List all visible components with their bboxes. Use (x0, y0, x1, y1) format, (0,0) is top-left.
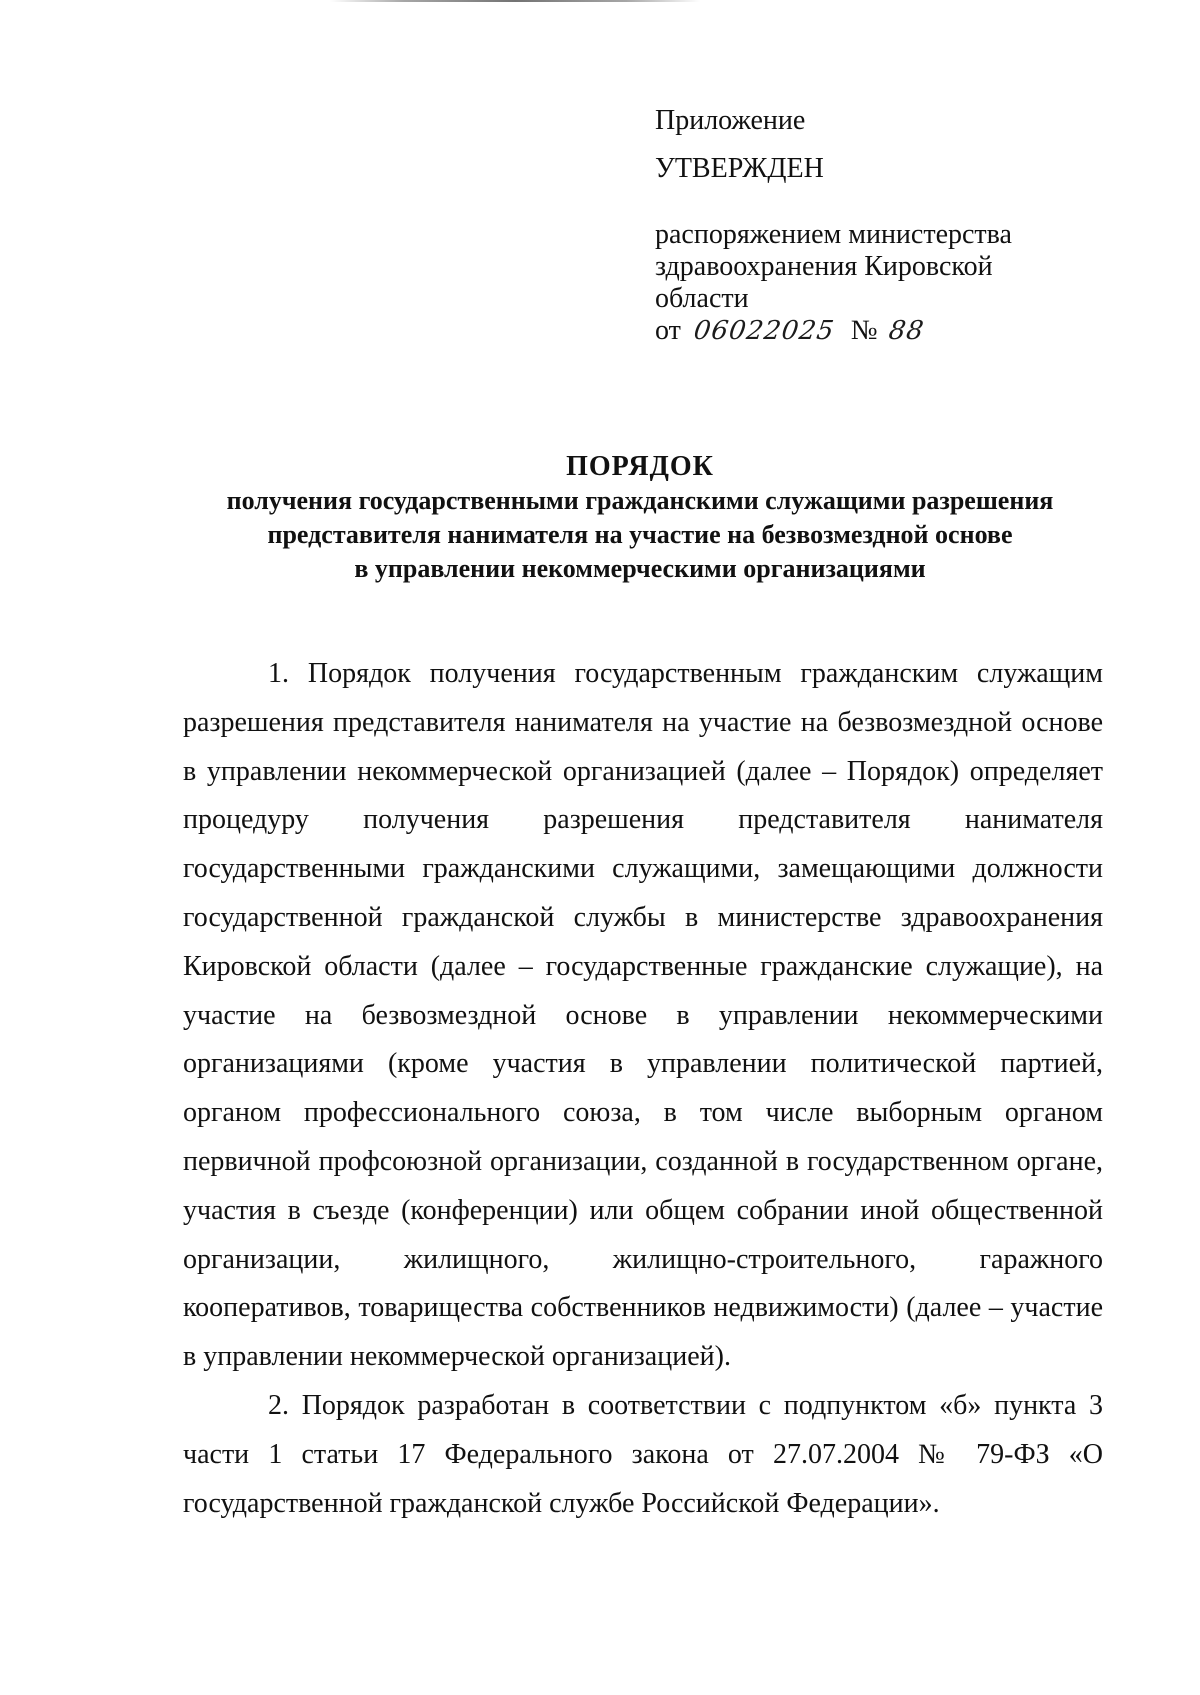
document-subtitle-line-1: получения государственными гражданскими служащими разрешения (226, 486, 1054, 515)
date-prefix: от (655, 315, 681, 346)
paragraph-1: 1. Порядок получения государственным гражданским служащим разрешения представителя нанимателя на участие на безвозмездной основе в управлении некоммерческой организацией (далее – Порядок) определяет процедуру получения разрешения представителя нанимателя государственными гражданскими служащими, замещающими должности государственной гражданской службы в министерстве здравоохранения Кировской области (далее – государственные гражданские служащие), на участие на безвозмездной основе в управлении некоммерческими организациями (кроме участия в управлении политической партией, органом профессионального союза, в том числе выборным органом первичной профсоюзной организации, созданной в государственном органе, участия в съезде (конференции) или общем собрании иной общественной организации, жилищного, жилищно-строительного, гаражного кооперативов, товарищества собственников недвижимости) (далее – участие в управлении некоммерческой организацией). (183, 658, 1103, 1373)
handwritten-number: 88 (886, 316, 926, 346)
document-subtitle-line-2: представителя нанимателя на участие на безвозмездной основе (267, 520, 1013, 549)
document-title-block (140, 450, 1140, 586)
paragraph-2: 2. Порядок разработан в соответствии с подпунктом «б» пункта 3 части 1 статьи 17 Федерального закона от 27.07.2004 № 79-ФЗ «О государственной гражданской службе Российской Федерации». (183, 1389, 1103, 1519)
document-title: ПОРЯДОК (566, 451, 714, 482)
approved-by-line-3: области (655, 283, 749, 314)
approved-by-line-1: распоряжением министерства (655, 219, 1012, 250)
document-body (183, 650, 1103, 1528)
approval-stamp-block (655, 105, 1075, 347)
date-number-line (655, 315, 1075, 347)
scan-edge-mark (330, 0, 700, 2)
approved-label: УТВЕРЖДЕН (655, 153, 824, 184)
document-subtitle-line-3: в управлении некоммерческими организациями (354, 554, 926, 583)
number-prefix: № (850, 315, 878, 346)
appendix-label: Приложение (655, 105, 806, 136)
approved-by-line-2: здравоохранения Кировской (655, 251, 993, 282)
handwritten-date: 06022025 (691, 316, 837, 346)
